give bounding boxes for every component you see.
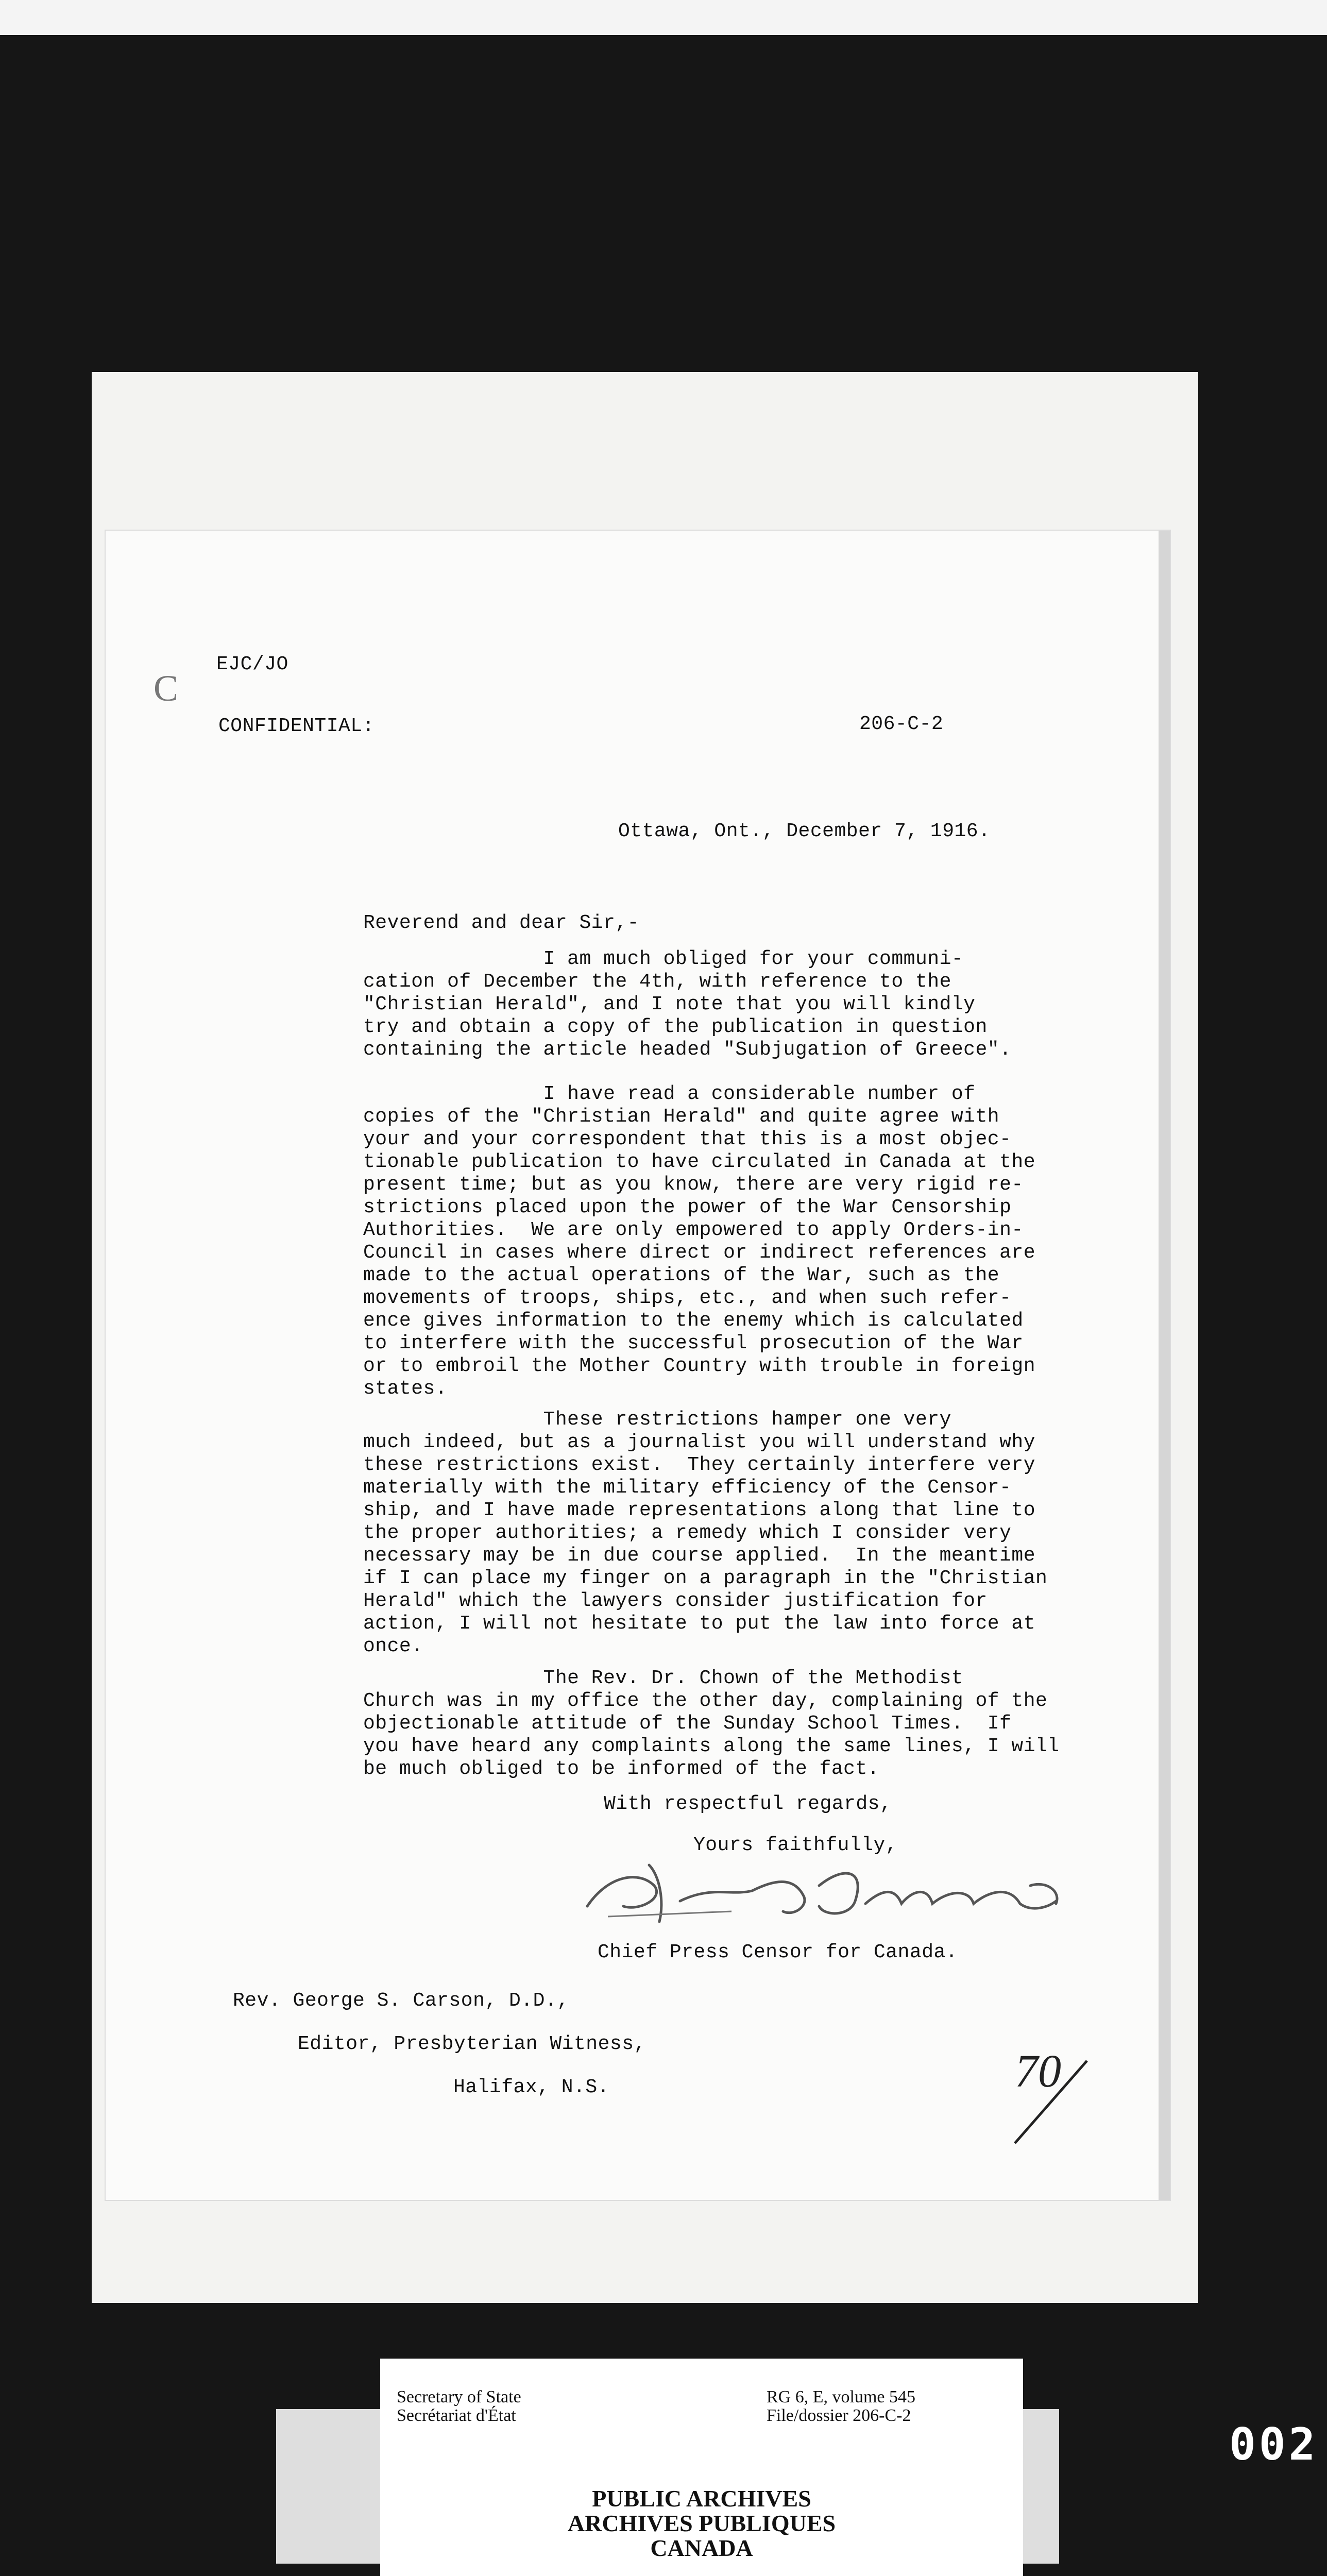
letter-paragraph: I have read a considerable number of copies of the "Christian Herald" and quite agree with your and your correspondent that this is a most objec- tionable publication to have circulated in Canada at the present time; but as you know, there are very rigid re- strictions placed upon the power of the War Censorship Authorities. We are only empowered to apply Orders-in- Council in cases where direct or indirect references are made to the actual operations of the War, such as the movements of troops, ships, etc., and when such refer- ence gives information to the enemy which is calculated to interfere with the successful prosecution of the War or to embroil the Mother Country with trouble in foreign states.	[363, 1083, 1036, 1400]
addressee-title: Editor, Presbyterian Witness,	[298, 2033, 646, 2055]
archives-line-en: PUBLIC ARCHIVES	[592, 2485, 811, 2512]
handwritten-signature	[577, 1855, 1082, 1932]
archive-label	[380, 2359, 1023, 2468]
file-reference: 206-C-2	[859, 713, 944, 735]
letter-paragraph: I am much obliged for your communi- cation of December the 4th, with reference to the "Christian Herald", and I note that you will kindly try and obtain a copy of the publication in question containing the article headed "Subjugation of Greece".	[363, 948, 1012, 1061]
film-top-band	[0, 0, 1327, 35]
archives-line-fr: ARCHIVES PUBLIQUES	[567, 2510, 836, 2536]
regards-line: With respectful regards,	[604, 1793, 892, 1815]
handwritten-page-number	[1005, 2040, 1108, 2159]
file-ref: File/dossier 206-C-2	[767, 2406, 911, 2425]
letter-paragraph: The Rev. Dr. Chown of the Methodist Church was in my office the other day, complaining of the objectionable attitude of the Sunday School Times. If you have heard any complaints along the same lines, I will be much obliged to be informed of the fact.	[363, 1667, 1060, 1780]
department-en: Secretary of State	[397, 2387, 521, 2406]
frame-counter	[1226, 2416, 1327, 2473]
addressee-name: Rev. George S. Carson, D.D.,	[233, 1990, 569, 2012]
margin-mark: C	[154, 668, 179, 709]
letter-paragraph: These restrictions hamper one very much indeed, but as a journalist you will understand why these restrictions exist. They certainly interfere very materially with the military efficiency of the Censor- ship, and I have made representations along that line to the proper authorities; a remedy which I consider very necessary may be in due course applied. In the meantime if I can place my finger on a paragraph in the "Christian Herald" which the lawyers consider justification for action, I will not hesitate to put the law into force at once.	[363, 1409, 1048, 1657]
sheet-edge	[1159, 531, 1170, 2200]
volume-ref: RG 6, E, volume 545	[767, 2387, 915, 2406]
archives-line-country: CANADA	[650, 2535, 753, 2561]
letter-initials: EJC/JO	[216, 653, 288, 675]
handwritten-number-text: 70	[1015, 2046, 1061, 2097]
salutation: Reverend and dear Sir,-	[363, 912, 639, 934]
addressee-city: Halifax, N.S.	[453, 2076, 609, 2098]
frame-counter-text: 002	[1229, 2419, 1319, 2470]
confidential-label: CONFIDENTIAL:	[218, 715, 375, 737]
signature-title: Chief Press Censor for Canada.	[598, 1941, 958, 1963]
dateline: Ottawa, Ont., December 7, 1916.	[618, 820, 991, 842]
closing-line: Yours faithfully,	[693, 1834, 898, 1856]
archives-stamp	[380, 2468, 1023, 2576]
department-fr: Secrétariat d'État	[397, 2406, 516, 2425]
